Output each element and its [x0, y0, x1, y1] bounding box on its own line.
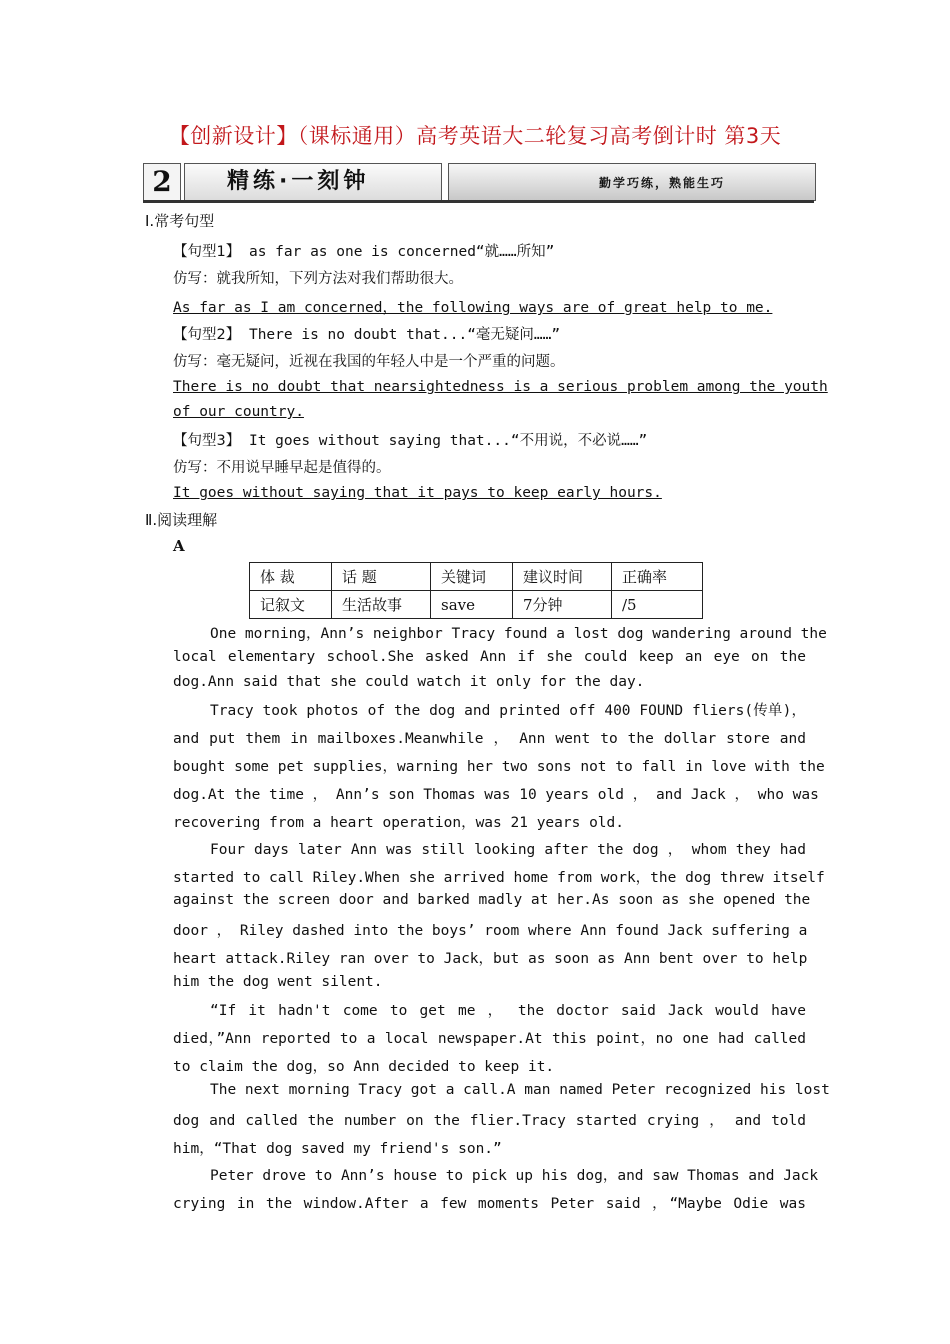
pattern-2-prompt: 仿写：毫无疑问，近视在我国的年轻人中是一个严重的问题。	[173, 354, 565, 370]
table-cell: 记叙文	[250, 591, 332, 619]
passage-line: dog.At the time ， Ann’s son Thomas was 10 years old ， and Jack ， who was	[173, 787, 819, 803]
pattern-2-answer-line2: of our country.	[173, 404, 304, 420]
section1-heading: I.常考句型	[145, 212, 215, 230]
passage-line: heart attack.Riley ran over to Jack，but as soon as Ann bent over to help	[173, 951, 808, 967]
passage-line: died，”Ann reported to a local newspaper.At this point，no one had called	[173, 1031, 806, 1047]
passage-line: One morning，Ann’s neighbor Tracy found a lost dog wandering around the	[210, 626, 827, 642]
banner-slogan-box	[448, 163, 816, 201]
table-header-row	[250, 563, 703, 591]
passage-line: Four days later Ann was still looking after the dog ， whom they had	[210, 842, 806, 858]
pattern-1-text: as far as one is concerned“就……所知”	[240, 244, 555, 260]
banner-heading: 精练·一刻钟	[227, 169, 370, 194]
table-header-cell: 体 裁	[250, 563, 332, 591]
passage-line: Tracy took photos of the dog and printed off 400 FOUND fliers(传单)，	[210, 703, 806, 719]
pattern-1-label: 【句型1】	[173, 244, 241, 260]
passage-line: dog.Ann said that she could watch it only for the day.	[173, 674, 645, 690]
pattern-2	[173, 323, 560, 344]
table-cell: /5	[612, 591, 703, 619]
banner-heading-box	[184, 163, 442, 201]
pattern-2-answer-line1: There is no doubt that nearsightedness is a serious problem among the youth	[173, 379, 828, 395]
passage-line: to claim the dog，so Ann decided to keep it.	[173, 1059, 555, 1075]
passage-line: Peter drove to Ann’s house to pick up his dog，and saw Thomas and Jack	[210, 1168, 819, 1184]
passage-line: dog and called the number on the flier.Tracy started crying ， and told	[173, 1113, 806, 1129]
info-table	[249, 562, 703, 619]
table-cell: 生活故事	[332, 591, 431, 619]
table-header-cell: 建议时间	[513, 563, 612, 591]
table-cell: 7分钟	[513, 591, 612, 619]
table-header-cell: 话 题	[332, 563, 431, 591]
section2-heading: Ⅱ.阅读理解	[145, 511, 218, 529]
passage-line: and put them in mailboxes.Meanwhile ， Ann went to the dollar store and	[173, 731, 806, 747]
banner-slogan: 勤学巧练，熟能生巧	[598, 176, 725, 190]
table-row	[250, 591, 703, 619]
pattern-3-answer: It goes without saying that it pays to keep early hours.	[173, 485, 662, 501]
passage-line: started to call Riley.When she arrived home from work，the dog threw itself	[173, 870, 825, 886]
pattern-3	[173, 429, 647, 450]
pattern-1-prompt: 仿写：就我所知，下列方法对我们帮助很大。	[173, 271, 463, 287]
section-banner	[143, 163, 814, 201]
passage-line: local elementary school.She asked Ann if she could keep an eye on the	[173, 649, 806, 665]
passage-line: bought some pet supplies，warning her two sons not to fall in love with the	[173, 759, 825, 775]
passage-line: “If it hadn't come to get me ， the doctor said Jack would have	[210, 1003, 806, 1019]
pattern-3-prompt: 仿写：不用说早睡早起是值得的。	[173, 460, 391, 476]
table-header-cell: 正确率	[612, 563, 703, 591]
passage-line: The next morning Tracy got a call.A man named Peter recognized his lost	[210, 1082, 830, 1098]
pattern-2-label: 【句型2】	[173, 327, 241, 343]
passage-line: crying in the window.After a few moments Peter said ，“Maybe Odie was	[173, 1196, 806, 1212]
table-header-cell: 关键词	[431, 563, 513, 591]
pattern-2-text: There is no doubt that...“毫无疑问……”	[240, 327, 561, 343]
pattern-1	[173, 240, 554, 261]
banner-underline	[143, 200, 814, 203]
page-title: 【创新设计】（课标通用）高考英语大二轮复习高考倒计时 第3天	[168, 124, 782, 148]
passage-label: A	[173, 537, 185, 555]
passage-line: him the dog went silent.	[173, 974, 383, 990]
pattern-1-answer: As far as I am concerned，the following ways are of great help to me.	[173, 300, 773, 316]
passage-line: recovering from a heart operation，was 21 years old.	[173, 815, 624, 831]
pattern-3-label: 【句型3】	[173, 433, 241, 449]
passage-line: door ， Riley dashed into the boys’ room where Ann found Jack suffering a	[173, 923, 808, 939]
banner-number: 2	[143, 163, 181, 201]
table-cell: save	[431, 591, 513, 619]
passage-line: him，“That dog saved my friend's son.”	[173, 1141, 502, 1157]
passage-line: against the screen door and barked madly at her.As soon as she opened the	[173, 892, 811, 908]
pattern-3-text: It goes without saying that...“不用说，不必说……”	[240, 433, 648, 449]
